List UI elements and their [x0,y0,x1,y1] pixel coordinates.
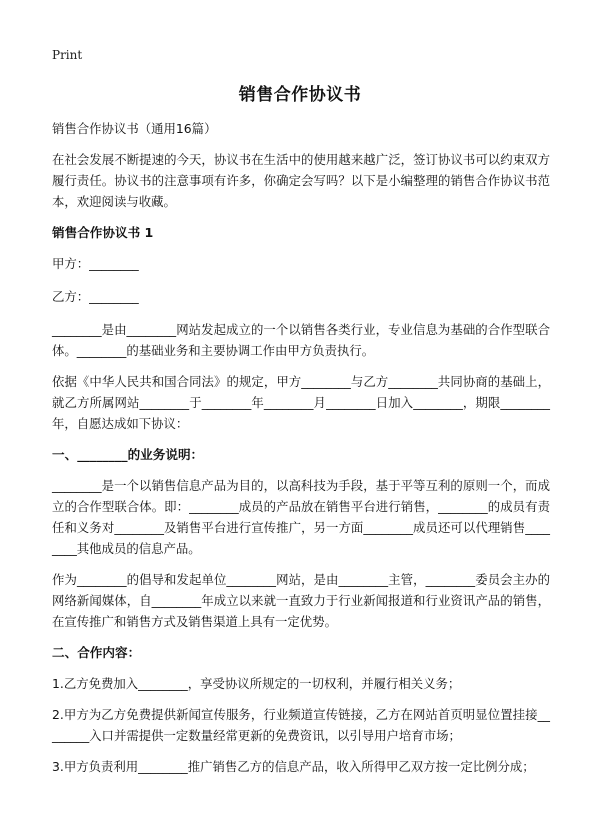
paragraph-1: ________是由________网站发起成立的一个以销售各类行业，专业信息为基础的合作型联合体。________的基础业务和主要协调工作由甲方负责执行。 [52,322,550,358]
party-a-field: 甲方：________ [52,256,139,271]
print-link[interactable]: Print [52,48,83,62]
list-item-1: 1.乙方免费加入________，享受协议所规定的一切权利，并履行相关义务； [52,676,461,691]
list-item-3: 3.甲方负责利用________推广销售乙方的信息产品，收入所得甲乙双方按一定比例分成； [52,759,535,774]
paragraph-2: 依据《中华人民共和国合同法》的规定，甲方________与乙方________共同协商的基础上，就乙方所属网站________于________年________月________日加入________，期限________年，自愿达成如下协议： [52,374,550,431]
list-item-2: 2.甲方为乙方免费提供新闻宣传服务，行业频道宣传链接，乙方在网站首页明显位置挂接________入口并需提供一定数量经常更新的免费资讯，以引导用户培育市场； [52,707,550,743]
intro-paragraph: 在社会发展不断提速的今天，协议书在生活中的使用越来越广泛，签订协议书可以约束双方履行责任。协议书的注意事项有许多，你确定会写吗？以下是小编整理的销售合作协议书范本，欢迎阅读与收藏。 [52,152,550,209]
heading-business-description: 一、________的业务说明： [52,447,204,462]
document-body [52,118,550,787]
heading-cooperation-content: 二、合作内容： [52,645,141,660]
document-subtitle: 销售合作协议书（通用16篇） [52,121,217,136]
page-title: 销售合作协议书 [238,85,362,105]
paragraph-4: 作为________的倡导和发起单位________网站，是由________主管，________委员会主办的网络新闻媒体，自________年成立以来就一直致力于行业新闻报道和行业资讯产品的销售，在宣传推广和销售方式及销售渠道上具有一定优势。 [52,572,550,629]
paragraph-3: ________是一个以销售信息产品为目的，以高科技为手段，基于平等互利的原则一个，而成立的合作型联合体。即：________成员的产品放在销售平台进行销售，________的成员有责任和义务对________及销售平台进行宣传推广，另一方面________成员还可以代理销售________其他成员的信息产品。 [52,478,550,556]
party-b-field: 乙方：________ [52,289,139,304]
section-title: 销售合作协议书 1 [52,225,154,240]
